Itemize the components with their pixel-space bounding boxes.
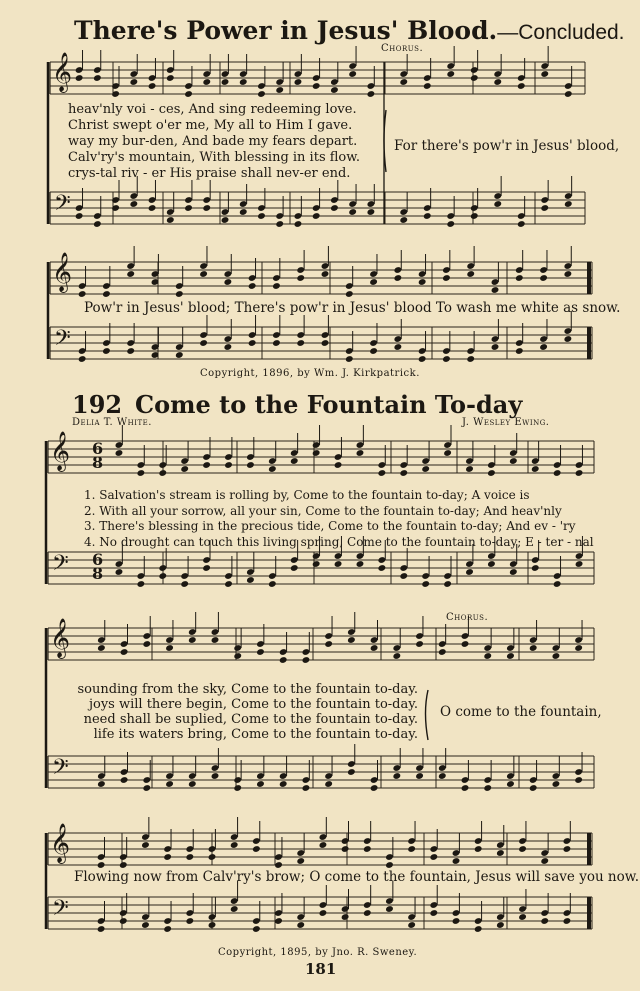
note-head — [423, 82, 432, 90]
note-head — [221, 78, 230, 86]
verse-text: No drought can touch this living spring, Come to the fountain to-day; E - ter - nal — [99, 534, 594, 549]
chorus-label: Chorus. — [446, 612, 489, 623]
note-head — [496, 849, 505, 857]
note-head — [290, 564, 299, 572]
final-barline — [587, 897, 591, 929]
note-head — [348, 208, 357, 216]
note-head — [319, 909, 328, 917]
note-head — [272, 282, 281, 290]
note-head — [120, 776, 129, 784]
note-head — [509, 457, 518, 465]
note-head — [97, 780, 106, 788]
note-head — [399, 216, 408, 224]
note-head — [294, 78, 303, 86]
note-head — [429, 909, 438, 917]
note-head — [185, 917, 194, 925]
note-head — [119, 917, 128, 925]
note-head — [180, 465, 189, 473]
note-head — [165, 644, 174, 652]
note-head — [363, 845, 372, 853]
note-head — [446, 220, 455, 228]
note-head — [493, 200, 502, 208]
note-head — [184, 90, 193, 98]
note-head — [102, 290, 111, 298]
note-head — [438, 648, 447, 656]
note-head — [129, 78, 138, 86]
note-head — [452, 917, 461, 925]
note-head — [442, 355, 451, 363]
note-head — [78, 290, 87, 298]
note-head — [539, 274, 548, 282]
note-head — [564, 90, 573, 98]
time-signature: 6 — [92, 439, 104, 458]
note-head — [415, 640, 424, 648]
note-head — [487, 560, 496, 568]
note-head — [564, 335, 573, 343]
lyric-brace — [426, 690, 429, 740]
note-head — [345, 290, 354, 298]
note-head — [421, 465, 430, 473]
treble-clef: 𝄞 — [50, 431, 71, 471]
title-suffix: —Concluded. — [497, 21, 625, 44]
note-head — [268, 465, 277, 473]
note-head — [493, 78, 502, 86]
note-head — [184, 204, 193, 212]
note-head — [474, 925, 483, 933]
lyric-brace — [384, 110, 386, 172]
note-head — [330, 86, 339, 94]
verse-end-line: joys will there begin, Come to the fountain to-day. — [88, 697, 418, 712]
note-head — [188, 780, 197, 788]
note-head — [233, 784, 242, 792]
note-head — [399, 572, 408, 580]
note-head — [279, 780, 288, 788]
note-head — [330, 204, 339, 212]
note-head — [356, 449, 365, 457]
note-head — [574, 776, 583, 784]
note-head — [188, 636, 197, 644]
treble-clef: 𝄞 — [50, 618, 71, 658]
note-head — [466, 355, 475, 363]
note-head — [347, 636, 356, 644]
note-head — [367, 90, 376, 98]
treble-clef: 𝄞 — [50, 823, 71, 863]
verse-line — [84, 488, 594, 504]
note-head — [97, 925, 106, 933]
note-head — [279, 656, 288, 664]
note-head — [256, 648, 265, 656]
note-head — [491, 343, 500, 351]
note-head — [540, 70, 549, 78]
note-head — [142, 640, 151, 648]
note-head — [246, 576, 255, 584]
note-head — [202, 461, 211, 469]
note-head — [465, 568, 474, 576]
note-head — [166, 74, 175, 82]
note-head — [334, 461, 343, 469]
note-head — [461, 784, 470, 792]
verse-text: There's blessing in the precious tide, Come to the fountain to-day; And ev - 'ry — [99, 519, 576, 533]
note-head — [211, 772, 220, 780]
note-head — [334, 560, 343, 568]
note-head — [158, 572, 167, 580]
note-head — [248, 282, 257, 290]
note-head — [442, 274, 451, 282]
verse-number: 2. — [84, 503, 96, 518]
note-head — [224, 343, 233, 351]
note-head — [483, 784, 492, 792]
note-head — [211, 636, 220, 644]
note-head — [474, 845, 483, 853]
note-head — [224, 278, 233, 286]
note-head — [202, 204, 211, 212]
note-head — [224, 461, 233, 469]
note-head — [120, 648, 129, 656]
note-head — [429, 853, 438, 861]
note-head — [312, 560, 321, 568]
note-head — [564, 270, 573, 278]
bass-clef: 𝄢 — [54, 326, 71, 356]
note-head — [438, 772, 447, 780]
time-signature: 8 — [92, 564, 104, 583]
note-head — [208, 921, 217, 929]
note-head — [199, 339, 208, 347]
note-head — [324, 640, 333, 648]
note-head — [540, 204, 549, 212]
note-head — [517, 82, 526, 90]
note-head — [256, 780, 265, 788]
bass-clef: 𝄢 — [52, 896, 69, 926]
note-head — [563, 845, 572, 853]
note-head — [517, 220, 526, 228]
note-head — [465, 465, 474, 473]
note-head — [185, 853, 194, 861]
note-head — [515, 347, 524, 355]
note-head — [392, 652, 401, 660]
note-head — [531, 465, 540, 473]
note-head — [423, 212, 432, 220]
note-head — [539, 343, 548, 351]
note-head — [233, 652, 242, 660]
note-head — [421, 580, 430, 588]
note-head — [370, 644, 379, 652]
note-head — [199, 270, 208, 278]
note-head — [163, 925, 172, 933]
note-head — [552, 780, 561, 788]
bass-clef: 𝄢 — [52, 755, 69, 785]
note-head — [248, 339, 257, 347]
note-head — [141, 921, 150, 929]
note-head — [407, 845, 416, 853]
note-head — [443, 449, 452, 457]
note-head — [378, 564, 387, 572]
note-head — [119, 861, 128, 869]
note-head — [553, 469, 562, 477]
note-head — [102, 347, 111, 355]
note-head — [385, 861, 394, 869]
note-head — [137, 580, 146, 588]
final-barline — [587, 327, 591, 359]
note-head — [93, 220, 102, 228]
note-head — [529, 784, 538, 792]
note-head — [540, 857, 549, 865]
note-head — [202, 564, 211, 572]
time-signature: 6 — [92, 550, 104, 569]
note-head — [506, 652, 515, 660]
verse-end-line: life its waters bring, Come to the fountain to-day. — [93, 727, 418, 742]
note-head — [274, 917, 283, 925]
note-head — [137, 469, 146, 477]
refrain-lyric: Flowing now from Calv'ry's brow; O come to the fountain, Jesus will save you now. — [74, 869, 640, 885]
note-head — [407, 921, 416, 929]
note-head — [257, 212, 266, 220]
note-head — [461, 640, 470, 648]
note-head — [540, 917, 549, 925]
note-head — [466, 270, 475, 278]
note-head — [166, 216, 175, 224]
note-head — [230, 905, 239, 913]
copyright: Copyright, 1896, by Wm. J. Kirkpatrick. — [200, 368, 420, 379]
note-head — [272, 339, 281, 347]
note-head — [275, 220, 284, 228]
author: Delia T. White. — [72, 417, 152, 428]
note-head — [75, 74, 84, 82]
note-head — [399, 469, 408, 477]
note-head — [487, 469, 496, 477]
copyright: Copyright, 1895, by Jno. R. Sweney. — [218, 947, 418, 958]
note-head — [208, 853, 217, 861]
note-head — [129, 200, 138, 208]
note-head — [246, 461, 255, 469]
note-head — [312, 212, 321, 220]
treble-clef: 𝄞 — [52, 52, 73, 92]
note-head — [115, 449, 124, 457]
verse-end-line: need shall be suplied, Come to the fountain to-day. — [83, 712, 418, 727]
note-head — [296, 274, 305, 282]
note-head — [302, 656, 311, 664]
note-head — [575, 469, 584, 477]
note-head — [321, 270, 330, 278]
note-head — [274, 861, 283, 869]
note-head — [564, 200, 573, 208]
note-head — [275, 86, 284, 94]
composer: J. Wesley Ewing. — [462, 417, 550, 428]
note-head — [356, 560, 365, 568]
note-head — [230, 841, 239, 849]
note-head — [363, 909, 372, 917]
note-head — [443, 580, 452, 588]
note-head — [553, 580, 562, 588]
verse-number: 1. — [84, 488, 96, 502]
note-head — [252, 925, 261, 933]
page-number: 181 — [305, 960, 337, 978]
note-head — [75, 212, 84, 220]
note-head — [324, 780, 333, 788]
note-head — [97, 644, 106, 652]
note-head — [394, 274, 403, 282]
note-head — [509, 568, 518, 576]
note-head — [319, 841, 328, 849]
note-head — [470, 74, 479, 82]
treble-clef: 𝄞 — [52, 252, 73, 292]
note-head — [518, 845, 527, 853]
verse-line: Calv'ry's mountain, With blessing in its flow. — [68, 150, 360, 165]
note-head — [552, 652, 561, 660]
note-head — [394, 343, 403, 351]
note-head — [491, 286, 500, 294]
note-head — [341, 845, 350, 853]
note-head — [165, 780, 174, 788]
note-head — [93, 74, 102, 82]
note-head — [518, 913, 527, 921]
final-barline — [587, 262, 591, 294]
note-head — [369, 347, 378, 355]
note-head — [115, 568, 124, 576]
note-head — [347, 768, 356, 776]
note-head — [221, 216, 230, 224]
note-head — [369, 278, 378, 286]
refrain-lyric: Pow'r in Jesus' blood; There's pow'r in Jesus' blood To wash me white as snow. — [84, 300, 621, 316]
note-head — [341, 913, 350, 921]
note-head — [392, 772, 401, 780]
note-head — [296, 339, 305, 347]
note-head — [415, 772, 424, 780]
note-head — [446, 70, 455, 78]
note-head — [399, 78, 408, 86]
hymn-title: Come to the Fountain To-day — [135, 390, 523, 419]
verse-number: 4. — [84, 534, 96, 549]
verse-text: With all your sorrow, all your sin, Come to the fountain to-day; And heav'nly — [99, 503, 562, 518]
verse-text: Salvation's stream is rolling by, Come to the fountain to-day; A voice is — [99, 488, 530, 502]
verse-line: way my bur-den, And bade my fears depart. — [68, 134, 358, 149]
note-head — [418, 355, 427, 363]
note-head — [574, 644, 583, 652]
note-head — [126, 347, 135, 355]
hymn-number: 192 — [72, 390, 123, 419]
note-head — [302, 784, 311, 792]
verse-line: heav'nly voi - ces, And sing redeeming love. — [68, 102, 357, 117]
time-signature: 8 — [92, 453, 104, 472]
verse-lyrics-block — [68, 102, 360, 182]
note-head — [141, 841, 150, 849]
verse-line: Christ swept o'er me, My all to Him I gave. — [68, 118, 353, 133]
note-head — [385, 905, 394, 913]
note-head — [97, 861, 106, 869]
note-head — [290, 457, 299, 465]
chorus-lyric: For there's pow'r in Jesus' blood, — [394, 138, 620, 154]
note-head — [175, 351, 184, 359]
note-head — [239, 78, 248, 86]
note-head — [78, 355, 87, 363]
note-head — [367, 208, 376, 216]
note-head — [531, 564, 540, 572]
note-head — [418, 278, 427, 286]
note-head — [158, 469, 167, 477]
note-head — [142, 784, 151, 792]
note-head — [483, 652, 492, 660]
note-head — [239, 208, 248, 216]
note-head — [252, 845, 261, 853]
note-head — [312, 449, 321, 457]
note-head — [529, 644, 538, 652]
verse-line — [84, 519, 594, 535]
chorus-lyric: O come to the fountain, — [440, 704, 602, 720]
chorus-label: Chorus. — [381, 43, 424, 54]
verse-ends-block — [74, 682, 418, 742]
verse-line: crys-tal riv - er His praise shall nev-er end. — [68, 166, 351, 181]
bass-clef: 𝄢 — [54, 191, 71, 221]
note-head — [268, 580, 277, 588]
note-head — [515, 274, 524, 282]
note-head — [175, 290, 184, 298]
note-head — [470, 212, 479, 220]
verse-end-line: sounding from the sky, Come to the fountain to-day. — [77, 682, 418, 697]
note-head — [180, 580, 189, 588]
note-head — [378, 469, 387, 477]
note-head — [370, 784, 379, 792]
note-head — [452, 857, 461, 865]
note-head — [575, 560, 584, 568]
note-head — [296, 921, 305, 929]
note-head — [496, 921, 505, 929]
note-head — [202, 78, 211, 86]
note-head — [345, 355, 354, 363]
note-head — [224, 580, 233, 588]
note-head — [148, 204, 157, 212]
note-head — [312, 82, 321, 90]
note-head — [257, 90, 266, 98]
final-barline — [587, 833, 591, 865]
song-title: There's Power in Jesus' Blood. — [74, 16, 498, 45]
note-head — [563, 917, 572, 925]
note-head — [126, 270, 135, 278]
verse-number: 3. — [84, 519, 96, 533]
note-head — [321, 339, 330, 347]
note-head — [348, 70, 357, 78]
bass-clef: 𝄢 — [52, 551, 69, 581]
note-head — [148, 82, 157, 90]
verse-line — [84, 535, 594, 551]
verse-line — [84, 504, 594, 520]
note-head — [506, 780, 515, 788]
note-head — [294, 220, 303, 228]
note-head — [296, 857, 305, 865]
note-head — [163, 853, 172, 861]
verses-block — [84, 488, 594, 550]
